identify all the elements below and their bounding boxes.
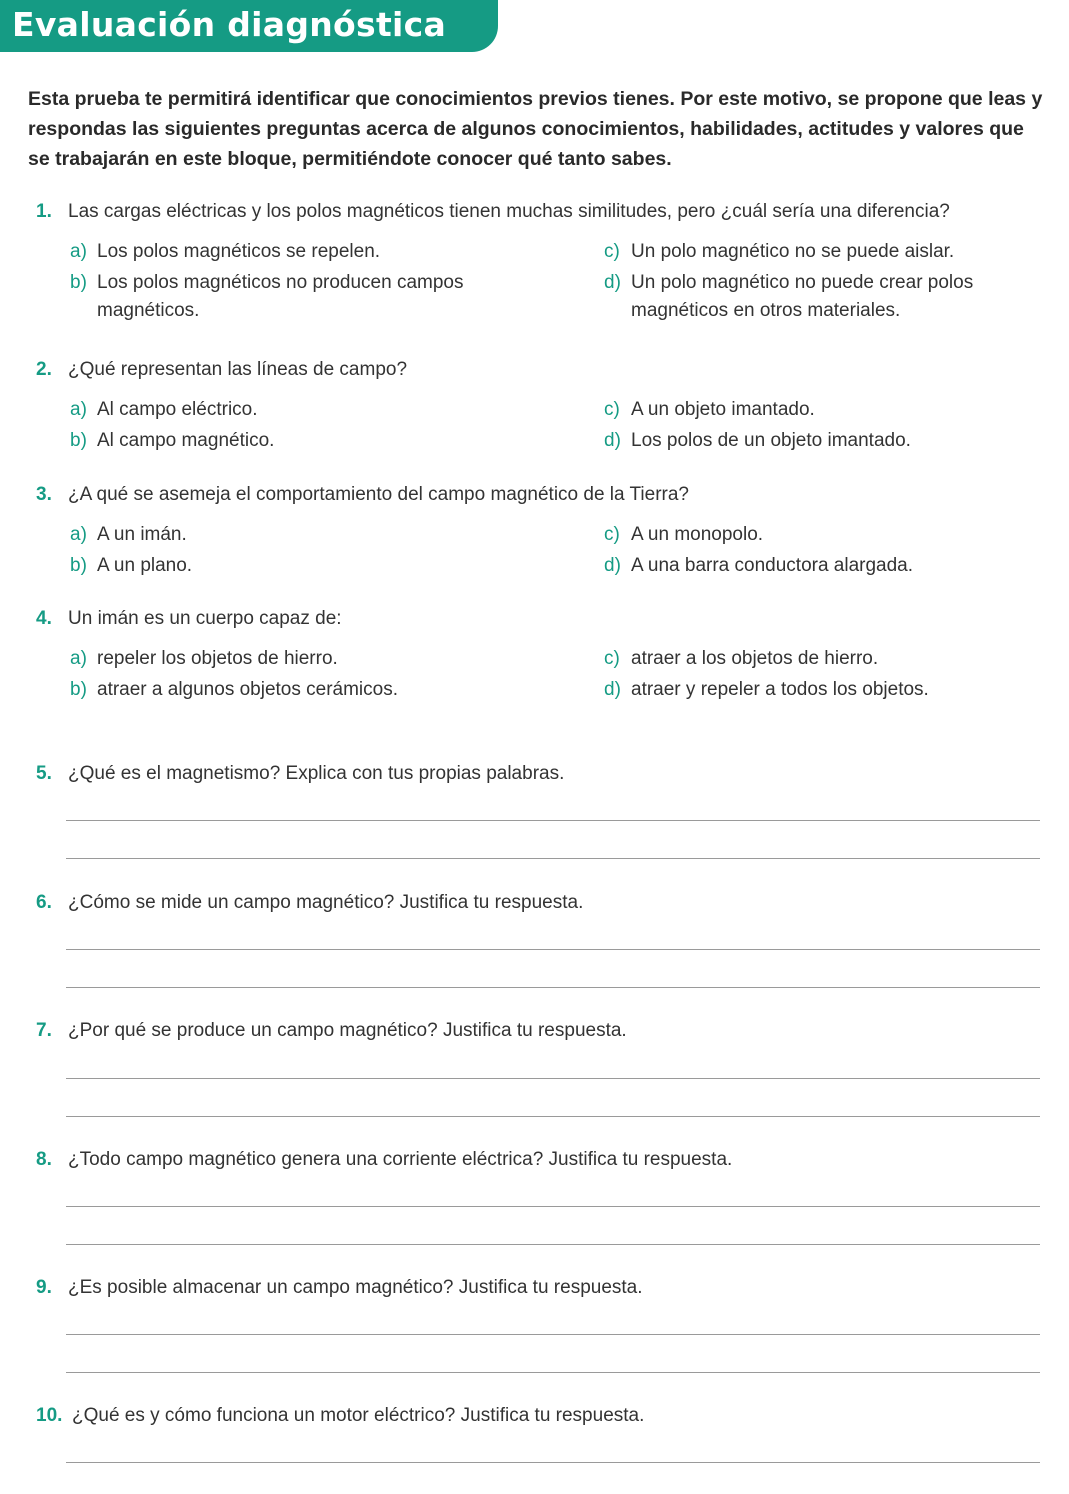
title-banner [0,0,498,52]
question-number: 8. [36,1149,52,1170]
answer-line[interactable] [66,858,1040,859]
option-text: Al campo eléctrico. [97,399,258,420]
answer-line[interactable] [66,949,1040,950]
question-9 [36,1274,1046,1373]
option-letter: c) [604,648,620,669]
options-list [70,645,1046,704]
question-text: ¿Es posible almacenar un campo magnético? Justifica tu respuesta. [68,1277,643,1298]
option-text: Un polo magnético no se puede aislar. [631,241,955,262]
option-text: atraer a algunos objetos cerámicos. [97,679,398,700]
option-a[interactable] [70,238,604,266]
option-text: A un objeto imantado. [631,399,815,420]
option-letter: b) [70,430,87,451]
question-number: 5. [36,763,52,784]
question-text: ¿Por qué se produce un campo magnético? Justifica tu respuesta. [68,1020,627,1041]
question-text: ¿Qué representan las líneas de campo? [68,359,408,380]
question-3 [36,481,1046,580]
option-letter: b) [70,555,87,576]
option-c[interactable] [604,521,1069,549]
option-letter: d) [604,430,621,451]
option-d[interactable] [604,269,1069,325]
page-title: Evaluación diagnóstica [12,5,447,44]
answer-line[interactable] [66,987,1040,988]
answer-line[interactable] [66,1116,1040,1117]
question-2 [36,356,1046,455]
question-number: 4. [36,608,52,629]
option-a[interactable] [70,645,604,673]
option-text: Los polos magnéticos se repelen. [97,241,381,262]
question-text: ¿Cómo se mide un campo magnético? Justifica tu respuesta. [68,892,584,913]
option-d[interactable] [604,676,1069,704]
option-letter: c) [604,241,620,262]
question-1 [36,198,1046,325]
question-text: ¿A qué se asemeja el comportamiento del campo magnético de la Tierra? [68,484,689,505]
option-letter: b) [70,679,87,700]
question-number: 6. [36,892,52,913]
option-c[interactable] [604,238,1069,266]
option-text: Un polo magnético no puede crear polos magnéticos en otros materiales. [631,272,974,321]
option-text: A un monopolo. [631,524,764,545]
answer-line[interactable] [66,1372,1040,1373]
question-4 [36,605,1046,704]
option-text: A un imán. [97,524,187,545]
option-text: Al campo magnético. [97,430,275,451]
answer-line[interactable] [66,1078,1040,1079]
question-8 [36,1146,1046,1245]
option-b[interactable] [70,552,604,580]
option-d[interactable] [604,552,1069,580]
intro-paragraph: Esta prueba te permitirá identificar que conocimientos previos tienes. Por este motivo, se propone que leas y respondas las siguientes preguntas acerca de algunos conocimientos, habilidades, actitudes y valores que se trabajarán en este bloque, permitiéndote conocer qué tanto sabes. [28,88,1043,170]
answer-line[interactable] [66,1334,1040,1335]
option-c[interactable] [604,396,1069,424]
option-text: atraer y repeler a todos los objetos. [631,679,929,700]
option-text: Los polos de un objeto imantado. [631,430,911,451]
option-letter: c) [604,524,620,545]
question-text: Las cargas eléctricas y los polos magnéticos tienen muchas similitudes, pero ¿cuál sería una diferencia? [68,201,950,222]
option-letter: b) [70,272,87,293]
answer-line[interactable] [66,1462,1040,1463]
option-text: Los polos magnéticos no producen campos magnéticos. [97,272,464,321]
option-a[interactable] [70,396,604,424]
question-number: 9. [36,1277,52,1298]
option-letter: d) [604,555,621,576]
question-text: ¿Qué es el magnetismo? Explica con tus propias palabras. [68,763,565,784]
option-text: atraer a los objetos de hierro. [631,648,879,669]
question-number: 7. [36,1020,52,1041]
option-letter: a) [70,399,87,420]
question-5 [36,760,1046,859]
option-b[interactable] [70,676,604,704]
options-list [70,396,1046,455]
question-number: 10. [36,1405,63,1426]
options-list [70,238,1046,325]
question-number: 3. [36,484,52,505]
question-text: ¿Qué es y cómo funciona un motor eléctrico? Justifica tu respuesta. [72,1405,645,1426]
option-text: A un plano. [97,555,193,576]
question-7 [36,1017,1046,1117]
option-c[interactable] [604,645,1069,673]
answer-line[interactable] [66,1244,1040,1245]
question-text: Un imán es un cuerpo capaz de: [68,608,342,629]
question-text: ¿Todo campo magnético genera una corriente eléctrica? Justifica tu respuesta. [68,1149,733,1170]
option-b[interactable] [70,269,604,325]
option-d[interactable] [604,427,1069,455]
option-text: repeler los objetos de hierro. [97,648,338,669]
option-letter: a) [70,524,87,545]
question-6 [36,889,1046,988]
option-letter: d) [604,679,621,700]
option-letter: c) [604,399,620,420]
option-b[interactable] [70,427,604,455]
option-letter: d) [604,272,621,293]
option-letter: a) [70,241,87,262]
option-text: A una barra conductora alargada. [631,555,914,576]
question-number: 1. [36,201,52,222]
question-number: 2. [36,359,52,380]
options-list [70,521,1046,580]
question-10 [36,1402,1046,1463]
answer-line[interactable] [66,820,1040,821]
answer-line[interactable] [66,1206,1040,1207]
option-letter: a) [70,648,87,669]
option-a[interactable] [70,521,604,549]
